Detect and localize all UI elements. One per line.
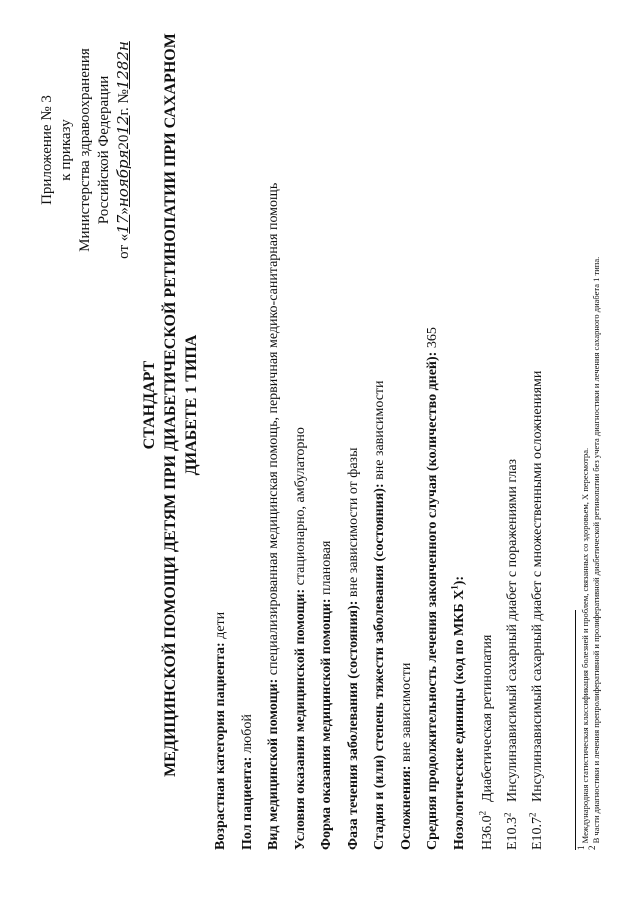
list-item	[525, 20, 550, 850]
field-duration: Средняя продолжительность лечения законченного случая (количество дней): 365	[425, 327, 440, 850]
list-item	[475, 20, 500, 850]
date-day: 17	[114, 214, 132, 234]
appendix-title: Приложение № 3	[39, 95, 55, 205]
field-disease-stage: Стадия и (или) степень тяжести заболевания (состояния): вне зависимости	[372, 380, 387, 850]
footnote-2: $^2$ В части диагностики и лечения препролиферативной и пролиферативной диабетической ретинопатии без учета диагностики и лечения сахарного диабета 1 типа.	[587, 256, 601, 850]
field-care-conditions: Условия оказания медицинской помощи: стационарно, амбулаторно	[292, 427, 308, 850]
icd-description: Диабетическая ретинопатия	[480, 634, 495, 802]
field-age: Возрастная категория пациента: дети	[213, 611, 228, 850]
appendix-date-line: от «17»ноября2012г. №1282н	[114, 41, 132, 259]
footnotes	[576, 10, 602, 850]
appendix-block	[38, 20, 134, 280]
icd-description: Инсулинзависимый сахарный диабет с множественными осложнениями	[530, 370, 545, 802]
title-main: МЕДИЦИНСКОЙ ПОМОЩИ ДЕТЯМ ПРИ ДИАБЕТИЧЕСКОЙ РЕТИНОПАТИИ ПРИ САХАРНОМ	[162, 33, 179, 777]
field-disease-phase: Фаза течения заболевания (состояния): вне зависимости от фазы	[345, 447, 361, 850]
footnote-1: $^1$ Международная статистическая классификация болезней и проблем, связанных со здоровьем, X пересмотра.	[576, 447, 590, 850]
field-complications: Осложнения: вне зависимости	[398, 662, 414, 850]
icd-code: H36.0$^2$	[477, 810, 495, 850]
field-sex: Пол пациента: любой	[239, 714, 255, 850]
order-number: 1282н	[114, 41, 132, 90]
standard-title	[140, 25, 202, 785]
icd-code: E10.3$^2$	[502, 812, 520, 850]
date-year: 12	[114, 115, 132, 135]
title-main-end: ДИАБЕТЕ 1 ТИПА	[183, 334, 200, 476]
appendix-ministry: Министерства здравоохранения	[77, 48, 93, 252]
icd-code: E10.7$^2$	[527, 812, 545, 850]
footnote-divider	[575, 610, 576, 850]
date-month: ноября	[114, 149, 132, 208]
nosology-list	[475, 20, 550, 850]
icd-description: Инсулинзависимый сахарный диабет с поражениями глаз	[505, 458, 520, 802]
field-care-type: Вид медицинской помощи: специализированная медицинская помощь, первичная медико-санитарная помощь	[266, 182, 281, 850]
field-nosology: Нозологические единицы (код по МКБ $X^1$):	[448, 575, 467, 850]
appendix-federation: Российской Федерации	[96, 75, 112, 225]
title-standard: СТАНДАРТ	[141, 360, 158, 450]
appendix-order: к приказу	[58, 119, 74, 181]
standard-fields	[208, 20, 550, 850]
field-care-form: Форма оказания медицинской помощи: плановая	[319, 540, 334, 850]
list-item	[500, 20, 525, 850]
